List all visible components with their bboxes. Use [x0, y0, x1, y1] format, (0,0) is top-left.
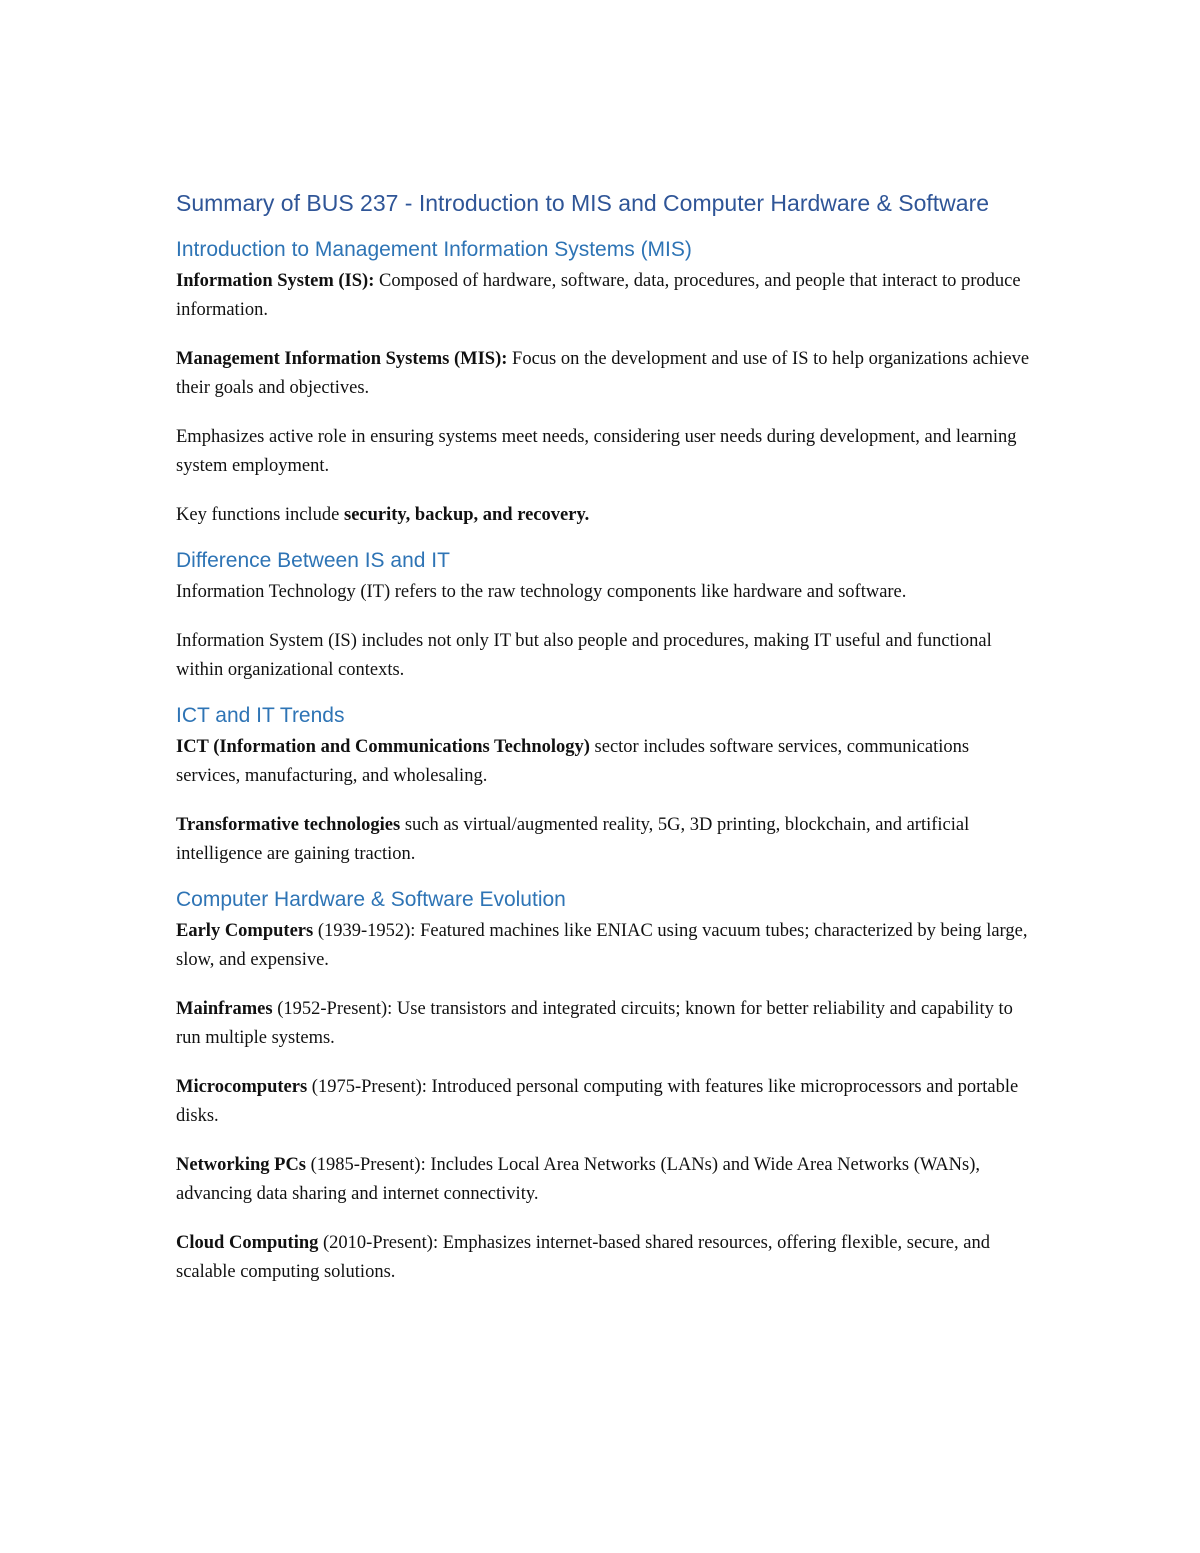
paragraph-text: such as virtual/augmented reality, 5G, 3D printing, blockchain, and artificial intelligence are gaining traction.	[176, 815, 970, 864]
paragraph-text: (1985-Present): Includes Local Area Networks (LANs) and Wide Area Networks (WANs), advancing data sharing and internet connectivity.	[176, 1155, 980, 1204]
paragraph-text: Key functions include	[176, 505, 344, 525]
paragraph	[176, 578, 1036, 607]
document-title: Summary of BUS 237 - Introduction to MIS and Computer Hardware & Software	[176, 190, 990, 216]
paragraph-text: sector includes software services, communications services, manufacturing, and wholesaling.	[176, 737, 970, 786]
section	[176, 546, 1036, 685]
paragraph-term: Management Information Systems (MIS):	[176, 349, 508, 369]
document-body	[176, 235, 1036, 1287]
paragraph	[176, 1229, 1036, 1287]
paragraph-text: (1975-Present): Introduced personal computing with features like microprocessors and portable disks.	[176, 1077, 1019, 1126]
paragraph	[176, 501, 1036, 530]
paragraph-term: Early Computers	[176, 921, 314, 941]
paragraph	[176, 995, 1036, 1053]
paragraph-text: Information System (IS) includes not only IT but also people and procedures, making IT useful and functional within organizational contexts.	[176, 631, 992, 680]
paragraph-text: Focus on the development and use of IS to help organizations achieve their goals and objectives.	[176, 349, 1030, 398]
paragraph	[176, 811, 1036, 869]
paragraph-term: Networking PCs	[176, 1155, 307, 1175]
section-heading: ICT and IT Trends	[176, 704, 345, 727]
section-heading: Computer Hardware & Software Evolution	[176, 888, 566, 911]
paragraph-text: (1952-Present): Use transistors and integrated circuits; known for better reliability and capability to run multiple systems.	[176, 999, 1013, 1048]
section	[176, 235, 1036, 530]
paragraph	[176, 733, 1036, 791]
paragraph-term: Transformative technologies	[176, 815, 401, 835]
section	[176, 701, 1036, 869]
paragraph-text: Composed of hardware, software, data, procedures, and people that interact to produce information.	[176, 271, 1021, 320]
section	[176, 885, 1036, 1287]
document-page	[176, 184, 1036, 1303]
paragraph-text: Information Technology (IT) refers to the raw technology components like hardware and software.	[176, 582, 907, 602]
paragraph-text: (2010-Present): Emphasizes internet-based shared resources, offering flexible, secure, and scalable computing solutions.	[176, 1233, 990, 1282]
paragraph-term: Cloud Computing	[176, 1233, 319, 1253]
paragraph-term: Information System (IS):	[176, 271, 375, 291]
section-heading: Introduction to Management Information Systems (MIS)	[176, 238, 692, 261]
paragraph	[176, 345, 1036, 403]
section-heading: Difference Between IS and IT	[176, 549, 450, 572]
paragraph	[176, 917, 1036, 975]
paragraph	[176, 627, 1036, 685]
paragraph-text: (1939-1952): Featured machines like ENIAC using vacuum tubes; characterized by being large, slow, and expensive.	[176, 921, 1028, 970]
paragraph	[176, 1073, 1036, 1131]
paragraph-emphasis: security, backup, and recovery.	[344, 505, 590, 525]
paragraph-term: ICT (Information and Communications Technology)	[176, 737, 590, 757]
paragraph-term: Microcomputers	[176, 1077, 308, 1097]
paragraph-text: Emphasizes active role in ensuring systems meet needs, considering user needs during development, and learning system employment.	[176, 427, 1017, 476]
paragraph	[176, 267, 1036, 325]
paragraph	[176, 423, 1036, 481]
paragraph	[176, 1151, 1036, 1209]
paragraph-term: Mainframes	[176, 999, 273, 1019]
